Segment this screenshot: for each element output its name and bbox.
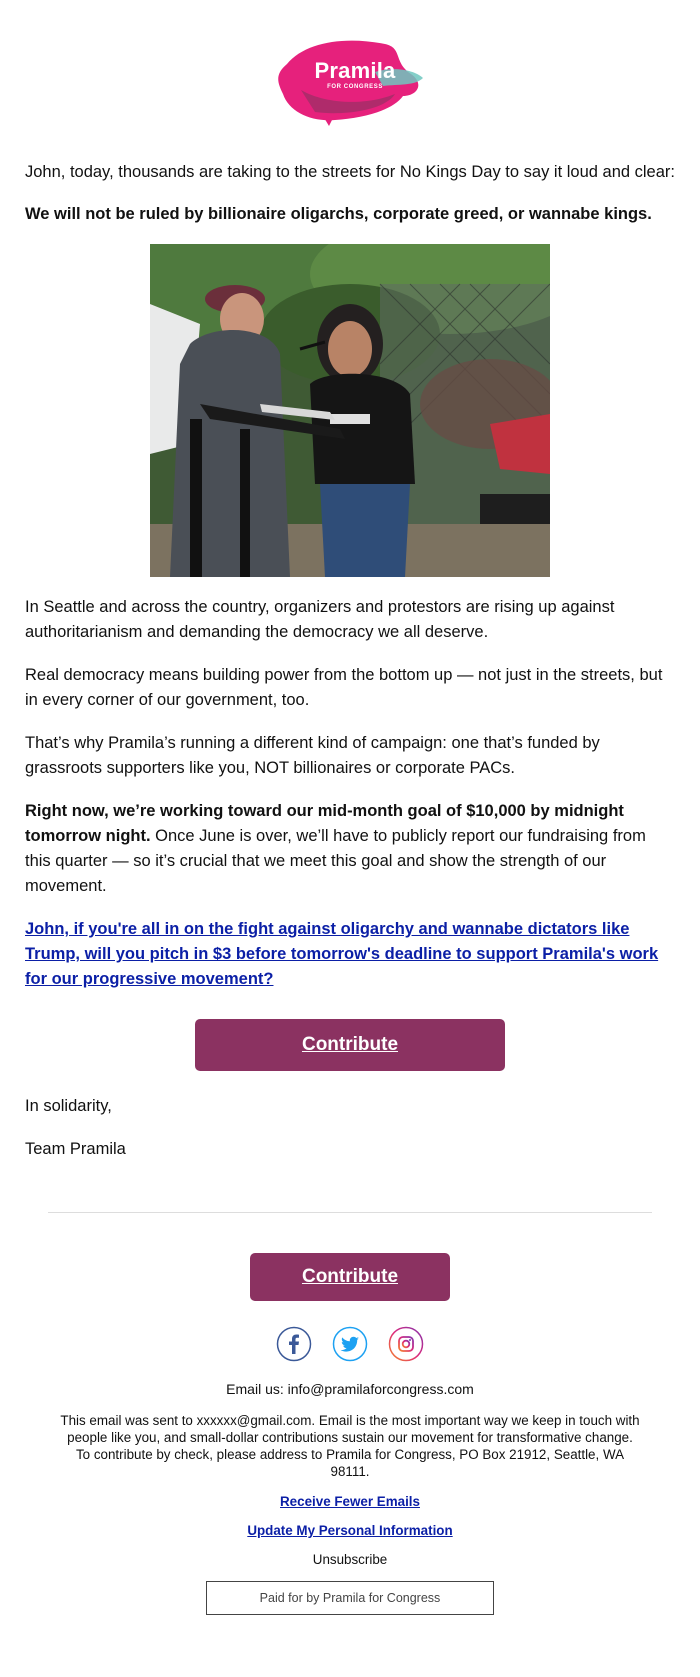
paid-for-disclaimer: Paid for by Pramila for Congress [206,1581,494,1615]
goal-text [25,799,675,899]
donate-ask-link[interactable]: John, if you're all in on the fight against oligarchy and wannabe dictators like Trump, will you pitch in $3 before tomorrow's deadline to support Pramila's work for our progressive movement? [25,920,659,988]
goal-bold-text: Right now, we’re working toward our mid-month goal of $10,000 by midnight tomorrow night. [25,802,624,845]
contact-email: Email us: info@pramilaforcongress.com [226,1381,474,1397]
footer [0,1213,700,1615]
receive-fewer-emails-link[interactable]: Receive Fewer Emails [280,1494,420,1509]
contribute-button[interactable]: Contribute [195,1019,505,1071]
logo-subtitle: FOR CONGRESS [327,84,383,90]
rally-photo [150,244,550,577]
intro-text: John, today, thousands are taking to the streets for No Kings Day to say it loud and clear: [25,163,675,181]
social-links [0,1326,700,1364]
legal-text: This email was sent to xxxxxx@gmail.com. Email is the most important way we keep in touch with people like you, and small-dollar contributions sustain our movement for transformative change. To contribute by check, please address to Pramila for Congress, PO Box 21912, Seattle, WA 98111. [60,1413,640,1479]
seattle-text: In Seattle and across the country, organizers and protestors are rising up against authoritarianism and demanding the democracy we all deserve. [25,598,615,641]
sign-off: In solidarity, [25,1097,112,1115]
headline-text: We will not be ruled by billionaire oligarchs, corporate greed, or wannabe kings. [25,205,652,223]
campaign-text: That’s why Pramila’s running a different kind of campaign: one that’s funded by grassroots supporters like you, NOT billionaires or corporate PACs. [25,734,600,777]
instagram-icon[interactable] [388,1326,424,1362]
unsubscribe-link[interactable]: Unsubscribe [312,1552,388,1567]
footer-contribute-button[interactable]: Contribute [250,1253,450,1301]
facebook-icon[interactable] [276,1326,312,1362]
logo-name: Pramila [314,58,396,83]
goal-rest-text: Once June is over, we’ll have to publicly report our fundraising from this quarter — so it’s crucial that we meet this goal and show the strength of our movement. [25,827,646,895]
logo[interactable] [0,0,700,134]
democracy-text: Real democracy means building power from the bottom up — not just in the streets, but in every corner of our government, too. [25,666,663,709]
update-info-link[interactable]: Update My Personal Information [247,1523,453,1538]
message-content [0,160,700,1162]
signature: Team Pramila [25,1140,126,1158]
twitter-icon[interactable] [332,1326,368,1362]
